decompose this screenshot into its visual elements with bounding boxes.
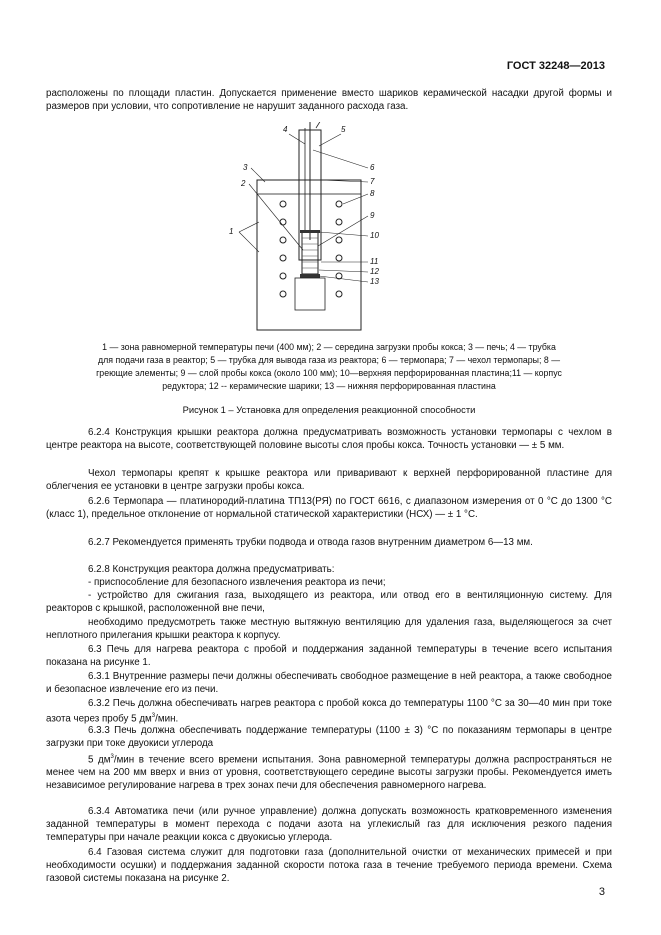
label-11: 11	[370, 257, 379, 266]
label-10: 10	[370, 231, 379, 240]
para-6-3-2-text: 6.3.2 Печь должна обеспечивать нагрев реактора с пробой кокса до температуры 1100 °С за 30—40 мин при токе азота через пробу 5 дм	[46, 698, 612, 725]
para-6-3-2	[46, 697, 612, 725]
para-6-3: 6.3 Печь для нагрева реактора с пробой и поддержания заданной температуры в течение всего испытания показана на рисунке 1.	[46, 644, 612, 668]
label-3: 3	[243, 163, 248, 172]
reactor-figure	[215, 122, 430, 337]
top-plate	[300, 230, 320, 233]
page-number: 3	[598, 886, 605, 898]
para-6-3-2-sup: 3	[151, 713, 156, 719]
para-6-3-1: 6.3.1 Внутренние размеры печи должны обеспечивать свободное размещение в ней реактора, а также свободное и безопасное извлечение его из печи.	[46, 671, 612, 695]
intro-paragraph	[46, 87, 612, 113]
para-6-2-8-item-1: - приспособление для безопасного извлечения реактора из печи;	[88, 577, 386, 588]
para-6-4: 6.4 Газовая система служит для подготовки газа (дополнительной очистки от механических примесей и при необходимости осушки) и поддержания заданной скорости потока газа в течение требуемого периода времени. Схема газовой системы показана на рисунке 2.	[46, 847, 612, 884]
label-1: 1	[229, 227, 234, 236]
para-ventilation: необходимо предусмотреть также местную вытяжную вентиляцию для удаления газа, выделяющегося за счет неплотного прилегания крышки реактора к корпусу.	[46, 617, 612, 641]
label-2: 2	[241, 179, 246, 188]
label-5: 5	[341, 125, 346, 134]
caption-line-2: для подачи газа в реактор; 5 — трубка для вывода газа из реактора; 6 — термопара; 7 — чехол термопары; 8 —	[98, 355, 560, 365]
label-8: 8	[370, 189, 375, 198]
document-header: ГОСТ 32248—2013	[506, 60, 605, 72]
para-uniform-zone-sup: 3	[110, 754, 114, 760]
label-13: 13	[370, 277, 379, 286]
para-6-2-7: 6.2.7 Рекомендуется применять трубки подвода и отвода газов внутренним диаметром 6—13 мм.	[88, 537, 533, 548]
heating-elements	[280, 201, 342, 297]
para-thermocouple-cover: Чехол термопары крепят к крышке реактора или приваривают к верхней перфорированной пластине для облегчения ее установки в центре загрузки пробы кокса.	[46, 468, 612, 492]
para-uniform-zone-text-b: /мин в течение всего времени испытания. Зона равномерной температуры должна распространяться не менее чем на 200 мм вверх и вниз от уровня, соответствующего середине высоты загрузки пробы. Рекомендуется иметь независимое регулирование нагрева в трех зонах печи для обеспечения равномерного нагрева.	[46, 754, 612, 792]
bottom-plate	[300, 274, 320, 278]
para-6-2-6: 6.2.6 Термопара — платинородий-платина ТП13(РЯ) по ГОСТ 6616, с диапазоном измерения от 0 °С до 1300 °С (класс 1), предельное отклонение от нормальной статической характеристики (НСХ) — ± 1 °С.	[46, 496, 612, 520]
reactor-diagram	[215, 122, 430, 337]
para-6-2-8-item-2: - устройство для сжигания газа, выходящего из реактора, или отвод его в вентиляционную систему. Для реакторов с крышкой, расположенной вне печи,	[46, 590, 612, 614]
para-6-2-8: 6.2.8 Конструкция реактора должна предусматривать:	[88, 564, 335, 575]
gas-outlet-tube	[316, 122, 321, 128]
reactor-base	[295, 278, 325, 310]
caption-line-3: греющие элементы; 9 — слой пробы кокса (около 100 мм); 10—верхняя перфорированная пластина;11 — корпус	[96, 368, 562, 378]
label-4: 4	[283, 125, 288, 134]
caption-line-4: редуктора; 12 -- керамические шарики; 13 — нижняя перфорированная пластина	[162, 381, 496, 391]
para-6-3-2-unit: /мин.	[155, 713, 179, 725]
figure-title: Рисунок 1 – Установка для определения реакционной способности	[182, 404, 476, 415]
label-12: 12	[370, 267, 379, 276]
label-7: 7	[370, 177, 375, 186]
para-6-3-3: 6.3.3 Печь должна обеспечивать поддержание температуры (1100 ± 3) °С по показаниям термопары в центре загрузки при токе двуокиси углерода	[46, 725, 612, 749]
para-uniform-zone-text-a: 5 дм	[88, 754, 111, 766]
label-9: 9	[370, 211, 375, 220]
sample-hatching	[302, 238, 318, 268]
para-6-3-4: 6.3.4 Автоматика печи (или ручное управление) должна допускать возможность кратковременного изменения заданной температуры в момент перехода с подачи азота на углекислый газ для исключения резкого падения температуры при начале реакции кокса с двуокисью углерода.	[46, 806, 612, 843]
intro-text: расположены по площади пластин. Допускается применение вместо шариков керамической насадки другой формы и размеров при условии, что сопротивление не нарушит заданного расхода газа.	[46, 88, 612, 112]
furnace-body	[257, 180, 361, 330]
para-6-2-4: 6.2.4 Конструкция крышки реактора должна предусматривать возможность установки термопары с чехлом в центре реактора на высоте, соответствующей половине высоты слоя пробы кокса. Точность установки — ± 5 мм.	[46, 427, 612, 451]
caption-line-1: 1 — зона равномерной температуры печи (400 мм); 2 — середина загрузки пробы кокса; 3 — печь; 4 — трубка	[102, 342, 556, 352]
para-uniform-zone	[46, 751, 612, 792]
furnace-top-lid	[257, 180, 361, 194]
label-6: 6	[370, 163, 375, 172]
